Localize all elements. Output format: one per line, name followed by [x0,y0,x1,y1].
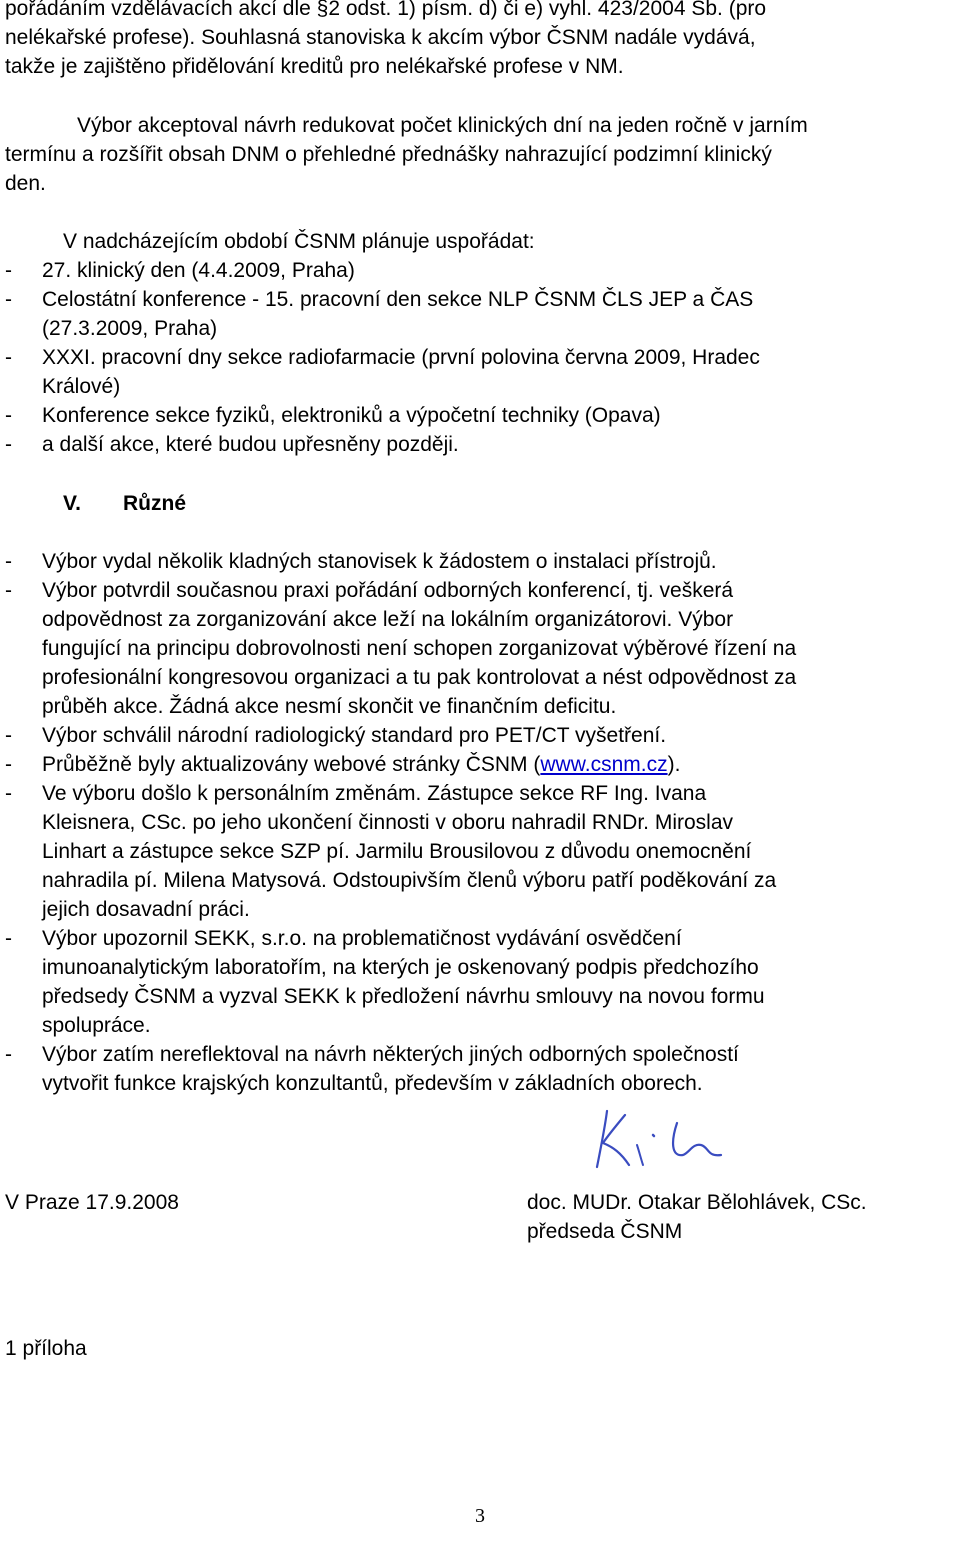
misc-item-3: Výbor schválil národní radiologický standard pro PET/CT vyšetření. [42,724,667,747]
plan-item-1: 27. klinický den (4.4.2009, Praha) [42,259,355,282]
place-date: V Praze 17.9.2008 [5,1191,179,1214]
intro-line-1: pořádáním vzdělávacích akcí dle §2 odst. 1) písm. d) či e) vyhl. 423/2004 Sb. (pro [5,0,767,20]
attachment-note: 1 příloha [5,1337,87,1360]
bullet-dash: - [5,433,12,456]
plan-intro: V nadcházejícím období ČSNM plánuje uspořádat: [63,230,535,253]
misc-item-6-line-3: předsedy ČSNM a vyzval SEKK k předložení návrhu smlouvy na novou formu [42,985,765,1008]
plan-item-2: Celostátní konference - 15. pracovní den sekce NLP ČSNM ČLS JEP a ČAS [42,288,754,311]
bullet-dash: - [5,288,12,311]
misc-item-5-line-1: Ve výboru došlo k personálním změnám. Zástupce sekce RF Ing. Ivana [42,782,707,805]
misc-item-2-line-4: profesionální kongresovou organizaci a tu pak kontrolovat a nést odpovědnost za [42,666,797,689]
page-number: 3 [475,1505,485,1527]
misc-item-6-line-4: spolupráce. [42,1014,151,1037]
bullet-dash: - [5,404,12,427]
bullet-dash: - [5,753,12,776]
plan-item-3: XXXI. pracovní dny sekce radiofarmacie (první polovina června 2009, Hradec [42,346,760,369]
signer-name: doc. MUDr. Otakar Bělohlávek, CSc. [527,1191,867,1214]
intro-line-3: takže je zajištěno přidělování kreditů pro nelékařské profese v NM. [5,55,624,78]
plan-item-4: Konference sekce fyziků, elektroniků a výpočetní techniky (Opava) [42,404,661,427]
misc-item-5-line-3: Linhart a zástupce sekce SZP pí. Jarmilu Brousilovou z důvodu onemocnění [42,840,752,863]
bullet-dash: - [5,1043,12,1066]
bullet-dash: - [5,346,12,369]
bullet-dash: - [5,579,12,602]
misc-item-2-line-3: fungující na principu dobrovolnosti není schopen zorganizovat výběrové řízení na [42,637,797,660]
signer-role: předseda ČSNM [527,1220,683,1243]
plan-item-3-cont: Králové) [42,375,121,398]
para2-line-1: Výbor akceptoval návrh redukovat počet klinických dní na jeden ročně v jarním [77,114,808,137]
bullet-dash: - [5,259,12,282]
misc-item-6-line-2: imunoanalytickým laboratořím, na kterých je oskenovaný podpis předchozího [42,956,759,979]
misc-item-5-line-5: jejich dosavadní práci. [42,898,250,921]
bullet-dash: - [5,782,12,805]
bullet-dash: - [5,550,12,573]
csnm-website-link[interactable]: www.csnm.cz [540,753,668,776]
misc-item-6-line-1: Výbor upozornil SEKK, s.r.o. na problematičnost vydávání osvědčení [42,927,682,950]
para2-line-3: den. [5,172,46,195]
misc-item-2-line-2: odpovědnost za zorganizování akce leží na lokálním organizátorovi. Výbor [42,608,734,631]
plan-item-5: a další akce, které budou upřesněny později. [42,433,459,456]
plan-item-2-cont: (27.3.2009, Praha) [42,317,218,340]
para2-line-2: termínu a rozšířit obsah DNM o přehledné přednášky nahrazující podzimní klinický [5,143,772,166]
handwritten-signature [585,1105,745,1175]
bullet-dash: - [5,927,12,950]
misc-item-1: Výbor vydal několik kladných stanovisek k žádostem o instalaci přístrojů. [42,550,717,573]
misc-item-5-line-4: nahradila pí. Milena Matysová. Odstoupivším členů výboru patří poděkování za [42,869,777,892]
misc-item-2-line-5: průběh akce. Žádná akce nesmí skončit ve finančním deficitu. [42,695,617,718]
misc-item-7-line-1: Výbor zatím nereflektoval na návrh některých jiných odborných společností [42,1043,739,1066]
web-item-tail: ). [667,753,681,776]
misc-item-7-line-2: vytvořit funkce krajských konzultantů, především v základních oborech. [42,1072,703,1095]
web-item-text: Průběžně byly aktualizovány webové stránky ČSNM ( [42,753,541,776]
section-number: V. [63,492,81,515]
bullet-dash: - [5,724,12,747]
misc-item-5-line-2: Kleisnera, CSc. po jeho ukončení činnosti v oboru nahradil RNDr. Miroslav [42,811,734,834]
misc-item-2-line-1: Výbor potvrdil současnou praxi pořádání odborných konferencí, tj. veškerá [42,579,734,602]
intro-line-2: nelékařské profese). Souhlasná stanoviska k akcím výbor ČSNM nadále vydává, [5,26,756,49]
section-title: Různé [123,492,186,515]
misc-item-web [42,750,680,779]
